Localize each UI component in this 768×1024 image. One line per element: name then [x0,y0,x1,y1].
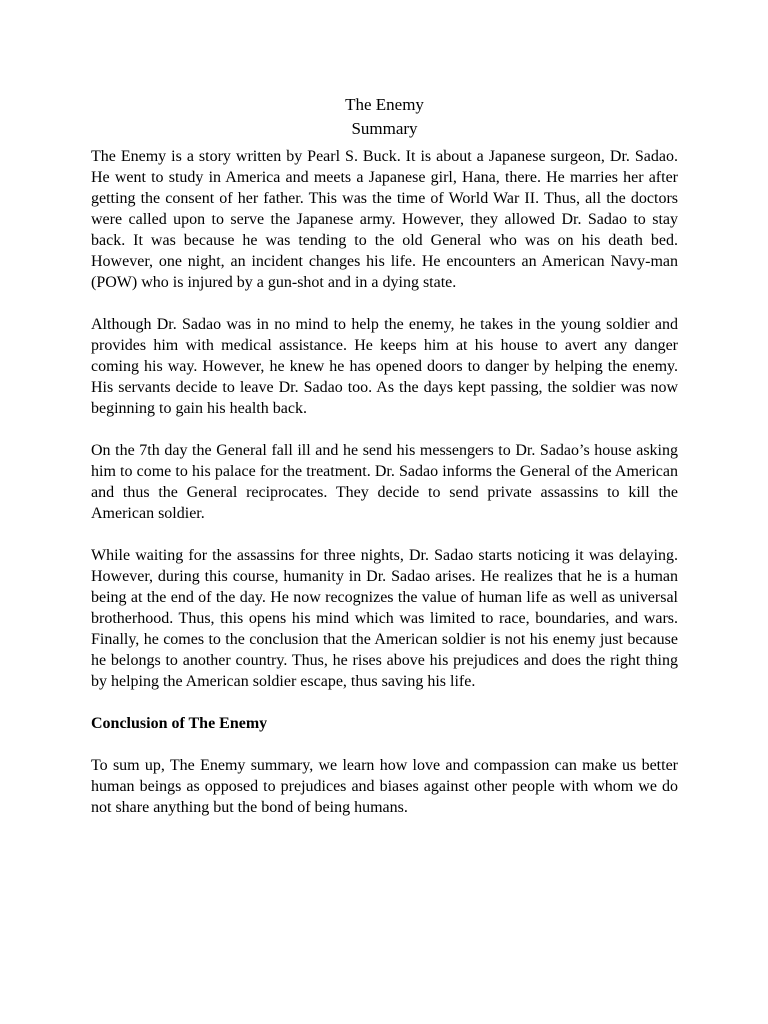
document-subtitle: Summary [351,119,418,138]
paragraph-spacer [91,734,678,755]
paragraph-introduction: The Enemy is a story written by Pearl S. Buck. It is about a Japanese surgeon, Dr. Sadao. He went to study in America and meets a Japanese girl, Hana, there. He marries her after getting the consent of her father. This was the time of World War II. Thus, all the doctors were called upon to serve the Japanese army. However, they allowed Dr. Sadao to stay back. It was because he was tending to the old General who was on his death bed. However, one night, an incident changes his life. He encounters an American Navy-man (POW) who is injured by a gun-shot and in a dying state. [91,148,678,291]
document-body [91,146,678,818]
conclusion-heading: Conclusion of The Enemy [91,715,268,732]
document-page [91,93,678,818]
paragraph-humanity: While waiting for the assassins for three nights, Dr. Sadao starts noticing it was delaying. However, during this course, humanity in Dr. Sadao arises. He realizes that he is a human being at the end of the day. He now recognizes the value of human life as well as universal brotherhood. Thus, this opens his mind which was limited to race, boundaries, and wars. Finally, he comes to the conclusion that the American soldier is not his enemy just because he belongs to another country. Thus, he rises above his prejudices and does the right thing by helping the American soldier escape, thus saving his life. [91,547,678,690]
paragraph-spacer [91,524,678,545]
conclusion-paragraph: To sum up, The Enemy summary, we learn how love and compassion can make us better human beings as opposed to prejudices and biases against other people with whom we do not share anything but the bond of being humans. [91,757,678,816]
paragraph-spacer [91,692,678,713]
paragraph-medical-assistance: Although Dr. Sadao was in no mind to help the enemy, he takes in the young soldier and provides him with medical assistance. He keeps him at his house to avert any danger coming his way. However, he knew he has opened doors to danger by helping the enemy. His servants decide to leave Dr. Sadao too. As the days kept passing, the soldier was now beginning to gain his health back. [91,316,678,417]
paragraph-general-illness: On the 7th day the General fall ill and he send his messengers to Dr. Sadao’s house asking him to come to his palace for the treatment. Dr. Sadao informs the General of the American and thus the General reciprocates. They decide to send private assassins to kill the American soldier. [91,442,678,522]
paragraph-spacer [91,293,678,314]
document-title: The Enemy [345,95,424,114]
paragraph-spacer [91,419,678,440]
